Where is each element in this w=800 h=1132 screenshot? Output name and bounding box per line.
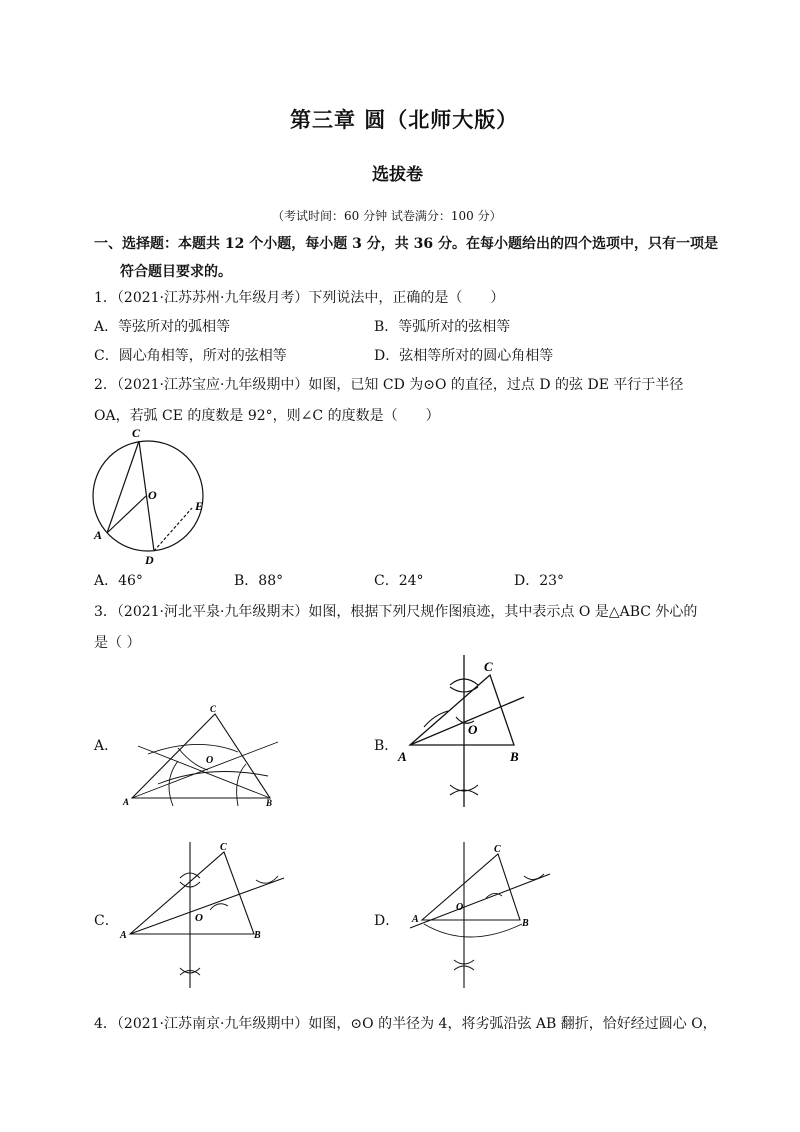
- q2-label-c: C: [132, 426, 141, 440]
- q3a-arc: [148, 744, 238, 754]
- q3d-label-c: C: [494, 844, 501, 855]
- q3-figure-c: [118, 840, 293, 990]
- q3c-label-o: O: [195, 912, 203, 924]
- q3b-triangle: [410, 675, 514, 745]
- question-4-text: 4．（2021·江苏南京·九年级期中）如图，⊙O 的半径为 4，将劣弧沿弦 AB 翻折，恰好经过圆心 O，: [94, 1016, 717, 1032]
- q3a-label-c: C: [210, 704, 217, 714]
- q3d-arc: [524, 874, 544, 880]
- question-3-line2: 是（ ）: [94, 635, 141, 651]
- q3-option-d-label: D．: [374, 913, 400, 929]
- q3d-label-b: B: [522, 918, 529, 929]
- page-title: 第三章 圆（北师大版）: [290, 107, 519, 132]
- q3c-triangle: [130, 852, 254, 934]
- q1-option-c: C．圆心角相等，所对的弦相等: [94, 348, 287, 364]
- q1-option-d: D．弦相等所对的圆心角相等: [374, 348, 554, 364]
- q3a-label-o: O: [206, 755, 214, 766]
- q2-circle-figure: [88, 425, 218, 565]
- q3a-triangle: [132, 714, 270, 798]
- q3a-label-a: A: [123, 797, 130, 807]
- q1-option-a: A．等弦所对的弧相等: [94, 319, 231, 335]
- exam-info: （考试时间：60 分钟 试卷满分：100 分）: [272, 209, 502, 223]
- q3c-label-b: B: [254, 930, 261, 941]
- q3d-label-o: O: [456, 902, 464, 913]
- q2-label-d: D: [145, 553, 154, 567]
- q3c-arc: [256, 876, 278, 883]
- section-heading: 一、选择题：本题共 12 个小题，每小题 3 分，共 36 分。在每小题给出的四个选项中，只有一项是: [94, 236, 718, 252]
- q3b-label-o: O: [468, 722, 478, 737]
- q3-option-a-label: A．: [94, 738, 119, 754]
- q3b-label-a: A: [398, 749, 407, 764]
- q3b-arc: [424, 711, 448, 727]
- question-1-text: 1．（2021·江苏苏州·九年级月考）下列说法中，正确的是（ ）: [94, 290, 505, 306]
- q2-label-o: O: [148, 488, 157, 502]
- question-3-line1: 3．（2021·河北平泉·九年级期末）如图，根据下列尺规作图痕迹，其中表示点 O 是△ABC 外心的: [94, 604, 698, 620]
- q3-figure-d: [398, 840, 558, 990]
- q3b-label-c: C: [484, 659, 493, 674]
- q3d-arc: [424, 924, 522, 937]
- page-subtitle: 选拔卷: [372, 165, 423, 185]
- q1-option-b: B．等弧所对的弦相等: [374, 319, 511, 335]
- q3b-label-b: B: [510, 749, 519, 764]
- q2-option-c: C．24°: [374, 573, 424, 589]
- q3a-label-b: B: [266, 798, 273, 808]
- q3a-arc: [178, 748, 208, 770]
- q3d-triangle: [422, 854, 520, 920]
- q3-option-c-label: C．: [94, 913, 119, 929]
- q3c-label-c: C: [220, 842, 227, 853]
- q2-label-a: A: [94, 528, 103, 542]
- q2-label-e: E: [195, 499, 204, 513]
- section-heading-cont: 符合题目要求的。: [120, 264, 232, 280]
- question-2-line2: OA，若弧 CE 的度数是 92°，则∠C 的度数是（ ）: [94, 408, 440, 424]
- q3b-bisector: [410, 697, 524, 745]
- q3c-arc: [210, 904, 228, 910]
- q2-option-a: A．46°: [94, 573, 143, 589]
- q3c-perpendicular: [130, 878, 284, 934]
- q2-option-d: D．23°: [514, 573, 565, 589]
- q3-figure-a: [118, 706, 293, 811]
- question-2-line1: 2．（2021·江苏宝应·九年级期中）如图，已知 CD 为⊙O 的直径，过点 D 的弦 DE 平行于半径: [94, 377, 684, 393]
- q3c-label-a: A: [120, 930, 127, 941]
- q3a-bisector: [132, 742, 278, 798]
- q3d-label-a: A: [412, 914, 419, 925]
- q3-option-b-label: B．: [374, 738, 399, 754]
- q2-option-b: B．88°: [234, 573, 284, 589]
- q3-figure-b: [398, 655, 538, 810]
